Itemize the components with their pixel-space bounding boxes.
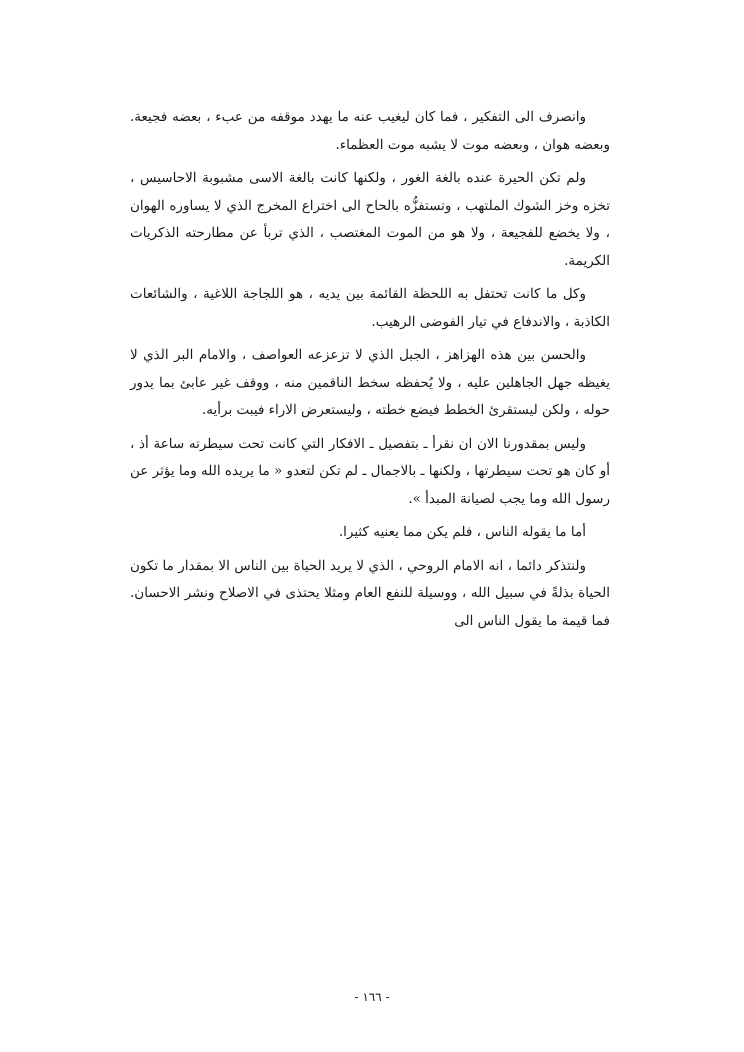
paragraph-6: أما ما يقوله الناس ، فلم يكن مما يعنيه كثيرا. <box>338 524 586 540</box>
paragraph-7: ولنتذكر دائما ، انه الامام الروحي ، الذي لا يريد الحياة بين الناس الا بمقدار ما تكون الحياة بذلةً في سبيل الله ، ووسيلة للنفع العام ومثلا يحتذى في الاصلاح ونشر الاحسان. فما قيمة ما يقول الناس الى <box>130 557 610 629</box>
body-text <box>130 104 610 641</box>
page-number: - ١٦٦ - <box>354 990 390 1004</box>
paragraph-3: وكل ما كانت تحتفل به اللحظة القائمة بين يديه ، هو اللجاجة اللاغية ، والشائعات الكاذبة ، والاندفاع في تيار الفوضى الرهيب. <box>130 286 610 330</box>
paragraph-4: والحسن بين هذه الهزاهز ، الجبل الذي لا تزعزعه العواصف ، والامام البر الذي لا يغيظه جهل الجاهلين عليه ، ولا يُحفظه سخط الناقمين منه ، ووقف غير عابئ بما يدور حوله ، ولكن ليستقرئ الخطط فيضع خطته ، وليستعرض الاراء فيبت برأيه. <box>130 347 610 418</box>
paragraph-5: وليس بمقدورنا الان ان نقرأ ـ بتفصيل ـ الافكار التي كانت تحت سيطرته ساعة أذ ، أو كان هو تحت سيطرتها ، ولكنها ـ بالاجمال ـ لم تكن لتعدو « ما يريده الله وما يؤثر عن رسول الله وما يجب لصيانة المبدأ ». <box>130 435 610 507</box>
paragraph-1: وانصرف الى التفكير ، فما كان ليغيب عنه ما يهدد موقفه من عبء ، بعضه فجيعة. وبعضه هوان ، وبعضه موت لا يشبه موت العظماء. <box>130 109 610 153</box>
paragraph-2: ولم تكن الحيرة عنده بالغة الغور ، ولكنها كانت بالغة الاسى مشبوبة الاحاسيس ، تخزه وخز الشوك الملتهب ، وتستفزُّه بالحاح الى اختراع المخرج الذي لا يساوره الهوان ، ولا يخضع للفجيعة ، ولا هو من الموت المغتصب ، الذي تربأ عن مطارحته الذكريات الكريمة. <box>130 170 610 269</box>
